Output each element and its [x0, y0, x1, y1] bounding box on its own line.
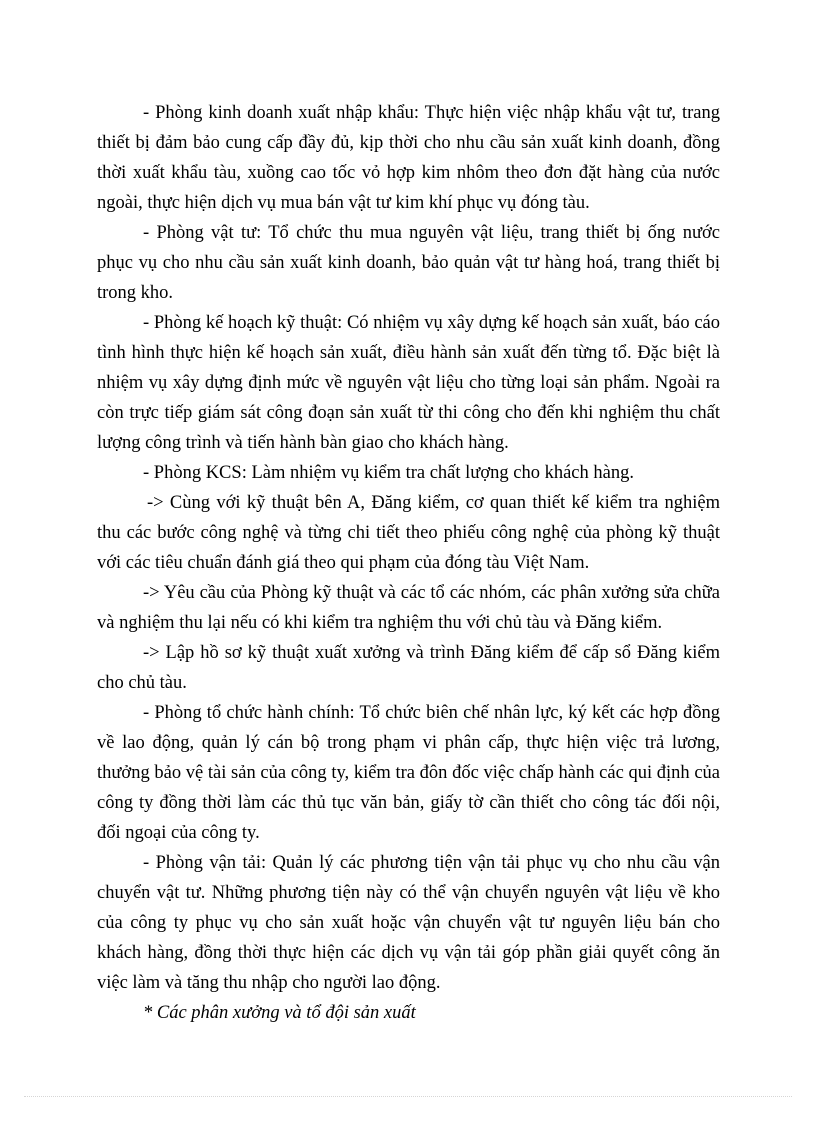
paragraph-kcs-task-requirements: -> Yêu cầu của Phòng kỹ thuật và các tổ các nhóm, các phân xưởng sửa chữa và nghiệm thu lại nếu có khi kiểm tra nghiệm thu với chủ tàu và Đăng kiểm.	[97, 583, 720, 633]
paragraph-import-export-department: - Phòng kinh doanh xuất nhập khẩu: Thực hiện việc nhập khẩu vật tư, trang thiết bị đảm bảo cung cấp đầy đủ, kịp thời cho nhu cầu sản xuất kinh doanh, đồng thời xuất khẩu tàu, xuồng cao tốc vỏ hợp kim nhôm theo đơn đặt hàng của nước ngoài, thực hiện dịch vụ mua bán vật tư kim khí phục vụ đóng tàu.	[97, 103, 720, 213]
paragraph-kcs-department: - Phòng KCS: Làm nhiệm vụ kiểm tra chất lượng cho khách hàng.	[143, 463, 634, 483]
paragraph-administration-department: - Phòng tổ chức hành chính: Tổ chức biên chế nhân lực, ký kết các hợp đồng về lao động, quản lý cán bộ trong phạm vi phân cấp, thực hiện việc trả lương, thưởng bảo vệ tài sản của công ty, kiểm tra đôn đốc việc chấp hành các qui định của công ty đồng thời làm các thủ tục văn bản, giấy tờ cần thiết cho công tác đối nội, đối ngoại của công ty.	[97, 703, 720, 843]
section-heading: * Các phân xưởng và tổ đội sản xuất	[143, 1003, 416, 1023]
paragraph-kcs-task-dossier: -> Lập hồ sơ kỹ thuật xuất xưởng và trình Đăng kiểm để cấp sổ Đăng kiểm cho chủ tàu.	[97, 643, 720, 693]
page-bottom-divider	[24, 1096, 792, 1097]
paragraph-kcs-task-inspection: -> Cùng với kỹ thuật bên A, Đăng kiểm, cơ quan thiết kế kiểm tra nghiệm thu các bước công nghệ và từng chi tiết theo phiếu công nghệ của phòng kỹ thuật với các tiêu chuẩn đánh giá theo qui phạm của đóng tàu Việt Nam.	[97, 493, 720, 573]
document-body	[97, 98, 720, 1028]
paragraph-transport-department: - Phòng vận tải: Quản lý các phương tiện vận tải phục vụ cho nhu cầu vận chuyển vật tư. Những phương tiện này có thể vận chuyển nguyên vật liệu về kho của công ty phục vụ cho sản xuất hoặc vận chuyển vật tư nguyên liệu bán cho khách hàng, đồng thời thực hiện các dịch vụ vận tải góp phần giải quyết công ăn việc làm và tăng thu nhập cho người lao động.	[97, 853, 720, 993]
paragraph-materials-department: - Phòng vật tư: Tổ chức thu mua nguyên vật liệu, trang thiết bị ống nước phục vụ cho nhu cầu sản xuất kinh doanh, bảo quản vật tư hàng hoá, trang thiết bị trong kho.	[97, 223, 720, 303]
paragraph-planning-technical-department: - Phòng kế hoạch kỹ thuật: Có nhiệm vụ xây dựng kế hoạch sản xuất, báo cáo tình hình thực hiện kế hoạch sản xuất, điều hành sản xuất đến từng tổ. Đặc biệt là nhiệm vụ xây dựng định mức về nguyên vật liệu cho từng loại sản phẩm. Ngoài ra còn trực tiếp giám sát công đoạn sản xuất từ thi công cho đến khi nghiệm thu chất lượng công trình và tiến hành bàn giao cho khách hàng.	[97, 313, 720, 453]
